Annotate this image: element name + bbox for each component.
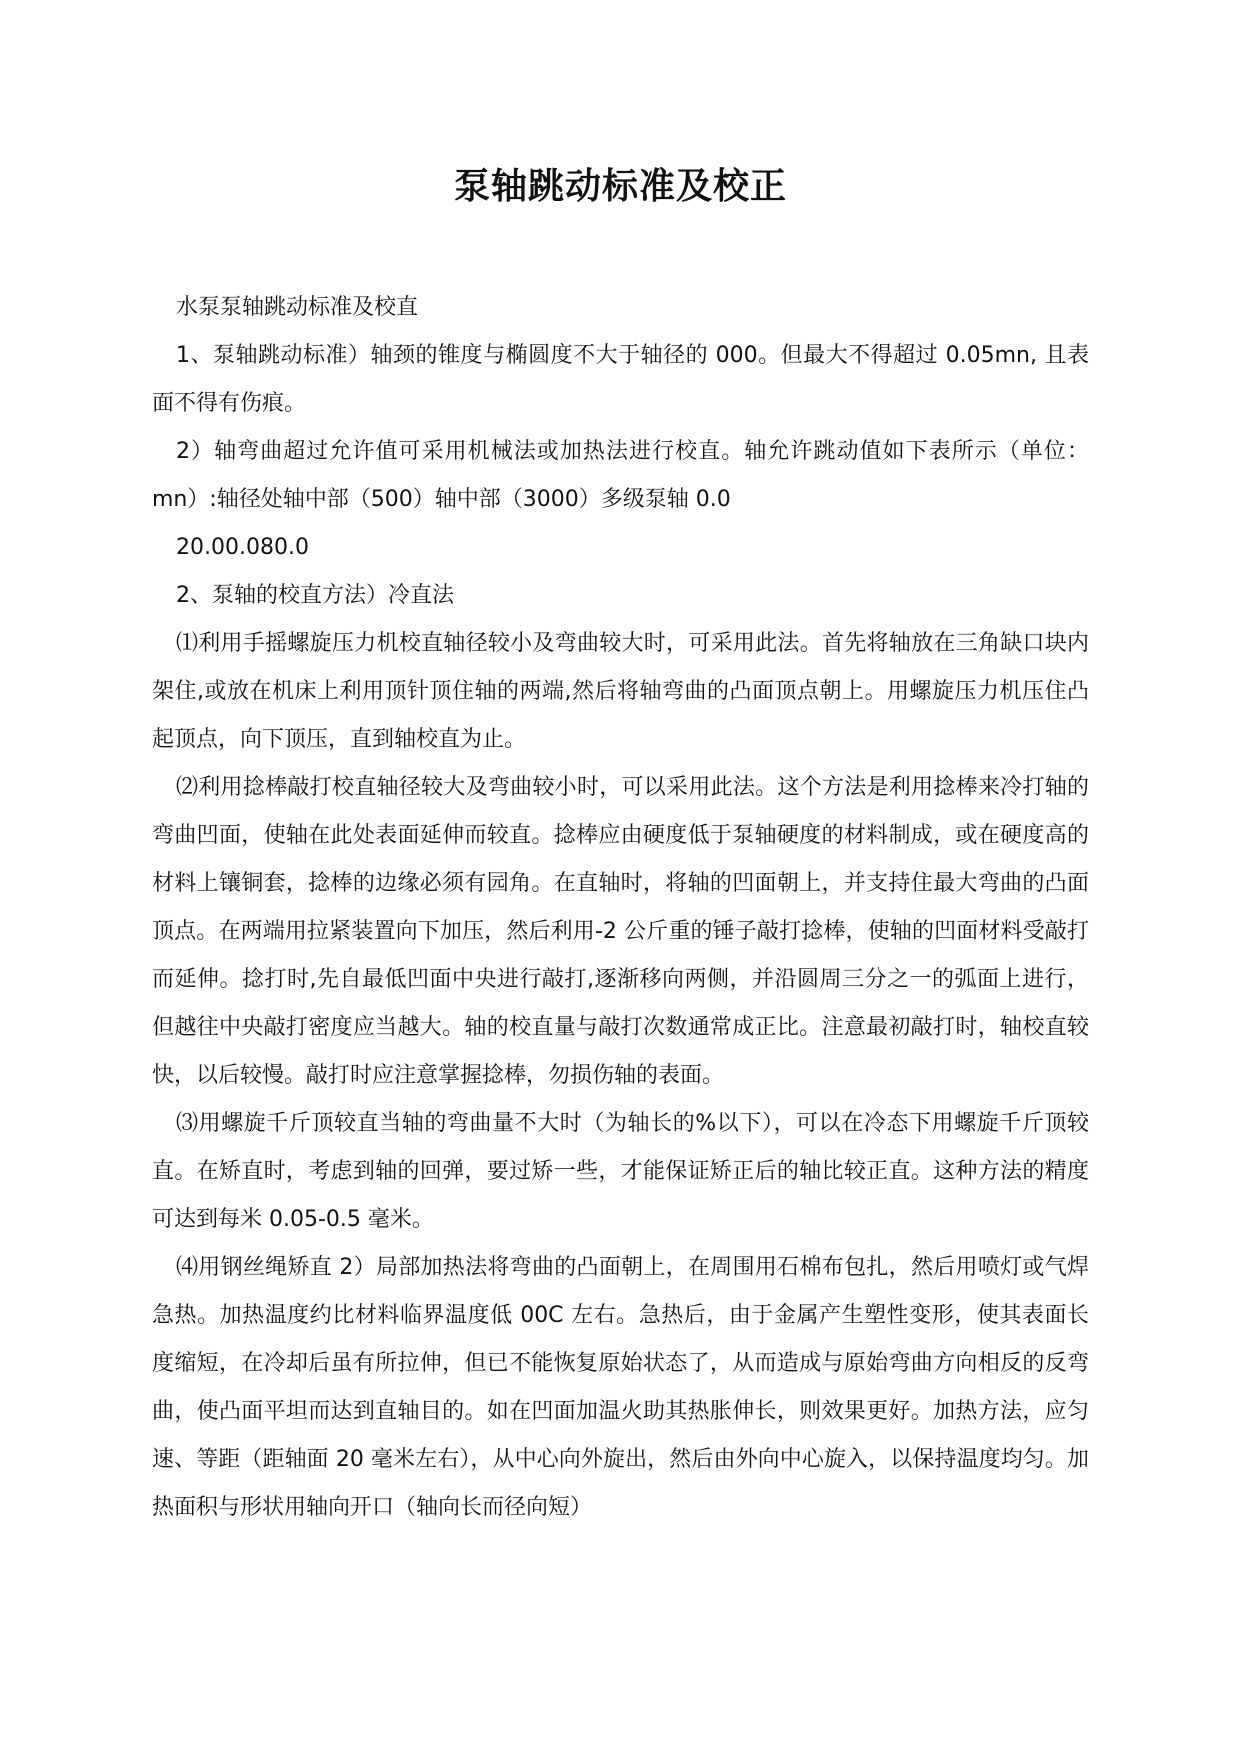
paragraph-values: 20.00.080.0	[176, 535, 309, 560]
paragraph-method-heading: 2、泵轴的校直方法）冷直法	[176, 583, 454, 608]
paragraph-method-1: ⑴利用手摇螺旋压力机校直轴径较小及弯曲较大时，可采用此法。首先将轴放在三角缺口块内架住,或放在机床上利用顶针顶住轴的两端,然后将轴弯曲的凸面顶点朝上。用螺旋压力机压住凸起顶点，向下顶压，直到轴校直为止。	[152, 631, 1089, 752]
paragraph-standard: 1、泵轴跳动标准）轴颈的锥度与椭圆度不大于轴径的 000。但最大不得超过 0.05mn, 且表面不得有伤痕。	[152, 343, 1089, 416]
document-title: 泵轴跳动标准及校正	[453, 166, 787, 207]
document-body	[152, 284, 1089, 1532]
paragraph-method-3: ⑶用螺旋千斤顶较直当轴的弯曲量不大时（为轴长的%以下），可以在冷态下用螺旋千斤顶较直。在矫直时，考虑到轴的回弹，要过矫一些，才能保证矫正后的轴比较正直。这种方法的精度可达到每米 0.05-0.5 毫米。	[152, 1111, 1089, 1232]
paragraph-method-2: ⑵利用捻棒敲打校直轴径较大及弯曲较小时，可以采用此法。这个方法是利用捻棒来冷打轴的弯曲凹面，使轴在此处表面延伸而较直。捻棒应由硬度低于泵轴硬度的材料制成，或在硬度高的材料上镶铜套，捻棒的边缘必须有园角。在直轴时，将轴的凹面朝上，并支持住最大弯曲的凸面顶点。在两端用拉紧装置向下加压，然后利用-2 公斤重的锤子敲打捻棒，使轴的凹面材料受敲打而延伸。捻打时,先自最低凹面中央进行敲打,逐渐移向两侧，并沿圆周三分之一的弧面上进行，但越往中央敲打密度应当越大。轴的校直量与敲打次数通常成正比。注意最初敲打时，轴校直较快，以后较慢。敲打时应注意掌握捻棒，勿损伤轴的表面。	[152, 775, 1089, 1088]
paragraph-bend-limit: 2）轴弯曲超过允许值可采用机械法或加热法进行校直。轴允许跳动值如下表所示（单位：mn）:轴径处轴中部（500）轴中部（3000）多级泵轴 0.0	[152, 439, 1089, 512]
paragraph-subtitle: 水泵泵轴跳动标准及校直	[176, 295, 419, 320]
paragraph-method-4: ⑷用钢丝绳矫直 2）局部加热法将弯曲的凸面朝上，在周围用石棉布包扎，然后用喷灯或气焊急热。加热温度约比材料临界温度低 00C 左右。急热后，由于金属产生塑性变形，使其表面长度缩短，在冷却后虽有所拉伸，但已不能恢复原始状态了，从而造成与原始弯曲方向相反的反弯曲，使凸面平坦而达到直轴目的。如在凹面加温火助其热胀伸长，则效果更好。加热方法，应匀速、等距（距轴面 20 毫米左右），从中心向外旋出，然后由外向中心旋入，以保持温度均匀。加热面积与形状用轴向开口（轴向长而径向短）	[152, 1255, 1089, 1520]
